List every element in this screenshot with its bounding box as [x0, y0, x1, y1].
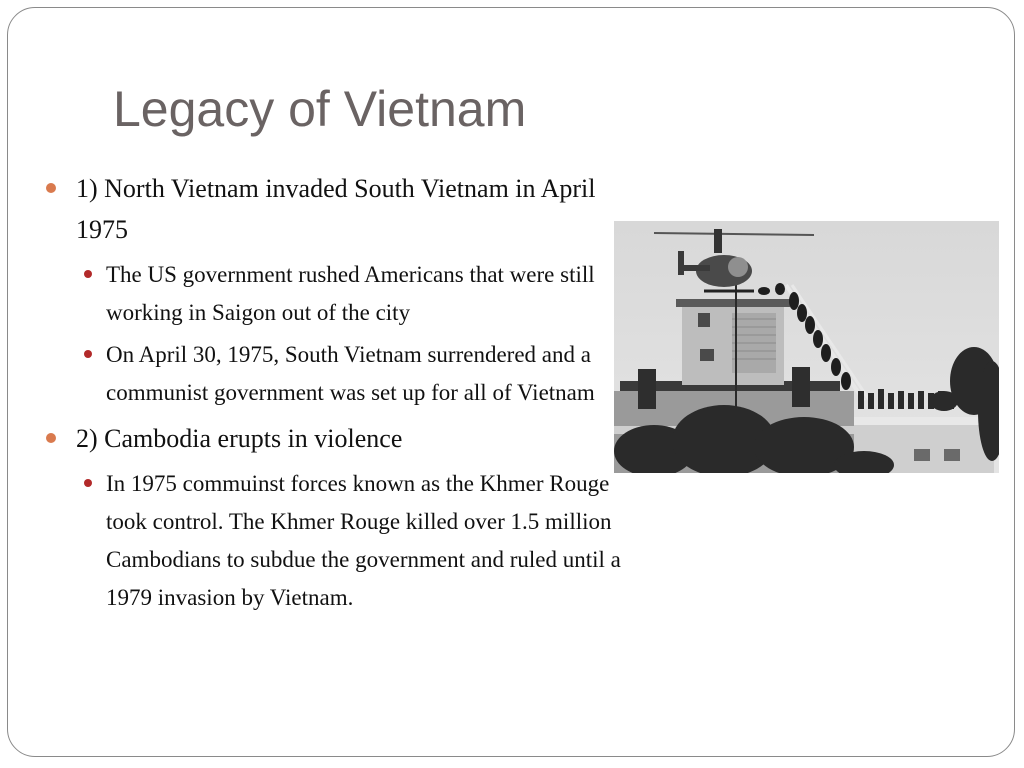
slide-content: [44, 168, 624, 617]
photo-illustration: [614, 221, 999, 473]
bullet-text: 1) North Vietnam invaded South Vietnam in April 1975: [76, 174, 596, 244]
sub-bullet-text: On April 30, 1975, South Vietnam surrendered and a communist government was set up for all of Vietnam: [106, 342, 595, 405]
sub-bullet-dot-icon: [84, 270, 92, 278]
slide-title: Legacy of Vietnam: [113, 81, 527, 137]
sub-bullet-text: The US government rushed Americans that were still working in Saigon out of the city: [106, 262, 595, 325]
bullet-text: 2) Cambodia erupts in violence: [76, 424, 403, 453]
sub-bullet-item: [44, 256, 624, 332]
bullet-item: [44, 168, 624, 250]
bullet-item: [44, 418, 624, 459]
bullet-dot-icon: [46, 183, 56, 193]
sub-bullet-text: In 1975 commuinst forces known as the Khmer Rouge took control. The Khmer Rouge killed over 1.5 million Cambodians to subdue the government and ruled until a 1979 invasion by Vietnam.: [106, 471, 621, 610]
bullet-dot-icon: [46, 433, 56, 443]
sub-bullet-dot-icon: [84, 350, 92, 358]
helicopter-evacuation-photo: [614, 221, 999, 473]
sub-bullet-item: [44, 336, 624, 412]
sub-bullet-dot-icon: [84, 479, 92, 487]
sub-bullet-item: [44, 465, 624, 617]
